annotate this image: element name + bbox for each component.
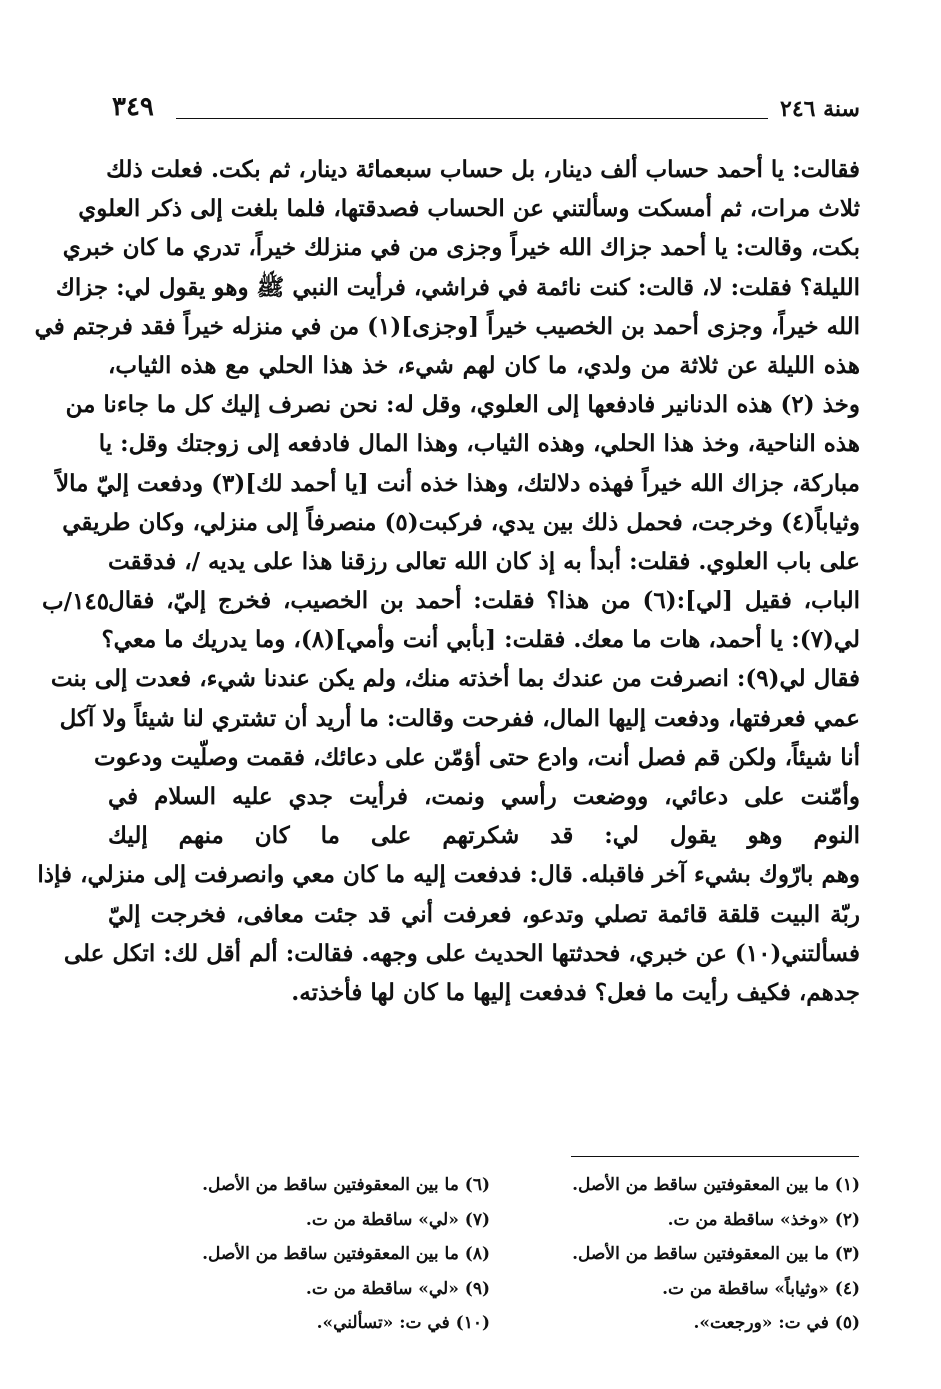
text-line: مباركة، جزاك الله خيراً فهذه دلالتك، وهذا خذه أنت [يا أحمد لك](٣) ودفعت إليّ مالاً — [56, 469, 860, 497]
text-line: ثلاث مرات، ثم أمسكت وسألتني عن الحساب فصدقتها، فلما بلغت إلى ذكر العلوي — [78, 195, 860, 223]
page-header — [112, 92, 860, 132]
page-number: ٣٤٩ — [112, 92, 154, 122]
running-head-year: سنة ٢٤٦ — [780, 96, 860, 122]
text-line: وثياباً(٤) وخرجت، فحمل ذلك بين يدي، فركبت(٥) منصرفاً إلى منزلي، وكان طريقي — [62, 508, 860, 536]
text-line: لي(٧): يا أحمد، هات ما معك. فقلت: [بأبي أنت وأمي](٨)، وما يدريك ما معي؟ — [101, 626, 860, 654]
footnote: (٤) «وثياباً» ساقطة من ت. — [662, 1278, 860, 1299]
text-line: فقال لي(٩): انصرفت من عندك بما أخذته منك، ولم يكن عندنا شيء، فعدت إلى بنت — [50, 665, 860, 693]
footnote-rule — [571, 1156, 859, 1157]
text-line: وخذ (٢) هذه الدنانير فادفعها إلى العلوي، وقل له: نحن نصرف إليك كل ما جاءنا من — [65, 391, 860, 419]
header-rule — [176, 118, 768, 119]
footnote: (٨) ما بين المعقوفتين ساقط من الأصل. — [202, 1244, 490, 1264]
footnote: (١) ما بين المعقوفتين ساقط من الأصل. — [572, 1175, 860, 1195]
footnotes-left-column — [160, 1168, 490, 1341]
footnote: (٧) «لي» ساقطة من ت. — [305, 1209, 490, 1230]
text-line: فسألتني(١٠) عن خبري، فحدثتها الحديث على وجهه. فقالت: ألم أقل لك: اتكل على — [63, 939, 860, 967]
footnote: (٦) ما بين المعقوفتين ساقط من الأصل. — [202, 1175, 490, 1195]
text-line: الله خيراً، وجزى أحمد بن الخصيب خيراً [وجزى](١) من في منزله خيراً فقد فرجتم في — [34, 312, 860, 340]
text-line: هذه الليلة عن ثلاثة من ولدي، ما كان لهم شيء، خذ هذا الحلي مع هذه الثياب، — [108, 351, 860, 379]
text-line: أنا شيئاً، ولكن قم فصل أنت، وادع حتى أؤمّن على دعائك، فقمت وصلّيت ودعوت — [94, 743, 860, 771]
text-line: وأمّنت على دعائي، ووضعت رأسي ونمت، فرأيت جدي عليه السلام في — [108, 783, 860, 810]
text-line: وهم بارّوك بشيء آخر فاقبله. قال: فدفعت إليه ما كان معي وانصرفت إلى منزلي، فإذا — [37, 861, 860, 889]
text-line: النوم وهو يقول لي: قد شكرتهم على ما كان منهم إليك — [108, 822, 860, 850]
text-line: على باب العلوي. فقلت: أبدأ به إذ كان الله تعالى رزقنا هذا على يديه /، فدققت — [107, 547, 860, 575]
text-line: فقالت: يا أحمد حساب ألف دينار، بل حساب سبعمائة دينار، ثم بكت. فعلت ذلك — [106, 156, 860, 183]
text-line: الباب، فقيل [لي]:(٦) من هذا؟ فقلت: أحمد بن الخصيب، فخرج إليّ، فقال — [108, 587, 860, 615]
text-line: بكت، وقالت: يا أحمد جزاك الله خيراً وجزى من في منزلك خيراً، تدري ما كان خبري — [62, 234, 860, 262]
footnote: (٢) «وخذ» ساقطة من ت. — [667, 1209, 860, 1230]
footnotes — [160, 1168, 860, 1341]
text-line: هذه الناحية، وخذ هذا الحلي، وهذه الثياب، وهذا المال فادفعه إلى زوجتك وقل: يا — [98, 430, 860, 458]
text-line: عمي فعرفتها، ودفعت إليها المال، ففرحت وقالت: ما أريد أن تشتري لنا شيئاً ولا آكل — [59, 704, 860, 732]
footnote: (٥) في ت: «ورجعت». — [693, 1313, 860, 1333]
footnote: (١٠) في ت: «تسألني». — [316, 1313, 490, 1333]
text-line: الليلة؟ فقلت: لا، قالت: كنت نائمة في فراشي، فرأيت النبي ﷺ وهو يقول لي: جزاك — [55, 273, 860, 301]
text-line: ربّة البيت قلقة قائمة تصلي وتدعو، فعرفت أني قد جئت معافى، فخرجت إليّ — [108, 900, 860, 928]
footnote: (٣) ما بين المعقوفتين ساقط من الأصل. — [572, 1244, 860, 1264]
manuscript-folio-note: ١٤٥/ب — [42, 588, 110, 615]
footnotes-right-column — [530, 1168, 860, 1341]
text-line: جدهم، فكيف رأيت ما فعل؟ فدفعت إليها ما كان لها فأخذته. — [291, 978, 860, 1006]
footnote: (٩) «لي» ساقطة من ت. — [305, 1278, 490, 1299]
